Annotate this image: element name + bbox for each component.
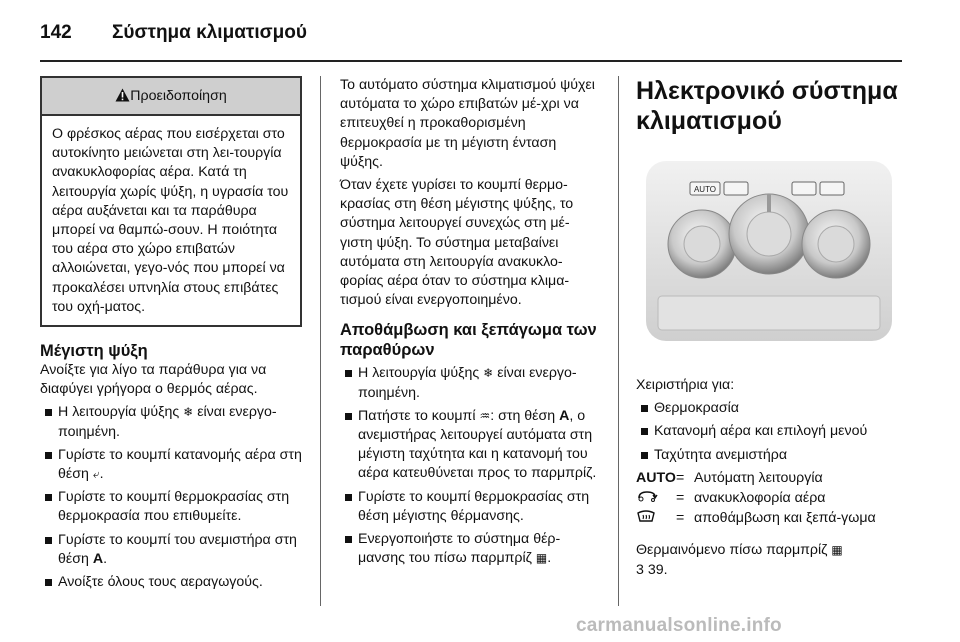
footer-note: Θερμαινόμενο πίσω παρμπρίζ ▦ 3 39. <box>636 542 843 578</box>
list-item: Γυρίστε το κουμπί θερμοκρασίας στη θέση μέγιστης θέρμανσης. <box>340 488 602 526</box>
column-divider <box>320 76 321 606</box>
list-item: Η λειτουργία ψύξης ❄ είναι ενεργο-ποιημένη. <box>340 364 602 402</box>
watermark: carmanualsonline.info <box>576 615 782 636</box>
list-item: Γυρίστε το κουμπί του ανεμιστήρα στη θέση A. <box>40 531 302 569</box>
legend-row: AUTO = Αυτόματη λειτουργία <box>636 469 902 488</box>
warning-icon <box>115 88 130 102</box>
rear-window-heat-icon: ▦ <box>535 551 548 566</box>
list-item: Ανοίξτε όλους τους αεραγωγούς. <box>40 573 302 592</box>
warning-header <box>42 78 300 116</box>
legend-row: = αποθάμβωση και ξεπά-γωμα <box>636 509 902 529</box>
svg-text:AUTO: AUTO <box>693 185 717 194</box>
paragraph: Όταν έχετε γυρίσει το κουμπί θερμο-κρασίας στη θέση μέγιστης ψύξης, το σύστημα λειτουργεί συνεχώς στη μέ-γιστη ψύξη. Το σύστημα μεταβαίνει αυτόματα στη λειτουργία ανακυκλο-φορίας αέρα όταν το σύστημα κλιμα-τισμού είναι ενεργοποιημένο. <box>340 177 574 309</box>
list-item: Ταχύτητα ανεμιστήρα <box>636 446 902 465</box>
section-heading: Μέγιστη ψύξη <box>40 342 148 361</box>
intro-text: Ανοίξτε για λίγο τα παράθυρα για να διαφύγει γρήγορα ο θερμός αέρας. <box>40 362 267 398</box>
rear-window-heat-icon: ▦ <box>831 543 843 558</box>
list-item: Γυρίστε το κουμπί θερμοκρασίας στη θερμοκρασία που επιθυμείτε. <box>40 488 302 526</box>
section-heading: Αποθάμβωση και ξεπάγωμα των παραθύρων <box>340 321 597 360</box>
column-2 <box>340 76 602 568</box>
list-item: Κατανομή αέρα και επιλογή μενού <box>636 422 902 441</box>
column-divider <box>618 76 619 606</box>
bullet-list <box>40 403 302 592</box>
legend-row: = ανακυκλοφορία αέρα <box>636 489 902 508</box>
warning-title: Προειδοποίηση <box>130 88 227 104</box>
warning-box <box>40 76 302 327</box>
column-3 <box>636 76 902 580</box>
header-rule <box>40 60 902 62</box>
bullet-list <box>636 399 902 465</box>
snowflake-icon: ❄ <box>483 366 494 381</box>
list-item: Θερμοκρασία <box>636 399 902 418</box>
windscreen-defrost-icon: ♒ <box>479 408 491 423</box>
warning-text: Ο φρέσκος αέρας που εισέρχεται στο αυτοκίνητο μειώνεται στη λει-τουργία ανακυκλοφορίας αέρα. Κατά τη λειτουργία χωρίς ψύξη, η υγρασία του αέρα αυξάνεται και τα παράθυρα μπορεί να θαμπώ-σουν. Η ποιότητα του αέρα στο χώρο επιβατών αλλοιώνεται, γεγο-νός που μπορεί να προκαλέσει υπνηλία στους επιβάτες του οχή-ματος. <box>52 126 289 315</box>
page-title: Σύστημα κλιματισμού <box>112 22 307 43</box>
defrost-icon <box>636 509 676 529</box>
section-title: Ηλεκτρονικό σύστημα κλιματισμού <box>636 77 898 135</box>
snowflake-icon: ❄ <box>183 405 194 420</box>
air-distribution-icon: ⤶ <box>92 467 100 482</box>
legend-symbol: AUTO <box>636 469 676 486</box>
recirc-icon <box>636 489 676 508</box>
paragraph: Το αυτόματο σύστημα κλιματισμού ψύχει αυτόματα το χώρο επιβατών μέ-χρι να επιτευχθεί η προκαθορισμένη θερμοκρασία με τη μέγιστη ένταση ψύξης. <box>340 77 595 170</box>
list-item: Ενεργοποιήστε το σύστημα θέρ-μανσης του πίσω παρμπρίζ ▦. <box>340 530 602 568</box>
page-number: 142 <box>40 22 72 43</box>
controls-label: Χειριστήρια για: <box>636 377 735 393</box>
column-1 <box>40 76 302 592</box>
list-item: Γυρίστε το κουμπί κατανομής αέρα στη θέση ⤶. <box>40 446 302 484</box>
legend <box>636 469 902 530</box>
bullet-list <box>340 364 602 568</box>
list-item: Η λειτουργία ψύξης ❄ είναι ενεργο-ποιημένη. <box>40 403 302 441</box>
list-item: Πατήστε το κουμπί ♒: στη θέση A, ο ανεμιστήρας λειτουργεί αυτόματα στη μέγιστη ταχύτητα και η κατανομή του αέρα κατευθύνεται προς το παρμπρίζ. <box>340 407 602 484</box>
climate-panel-image <box>636 146 902 366</box>
